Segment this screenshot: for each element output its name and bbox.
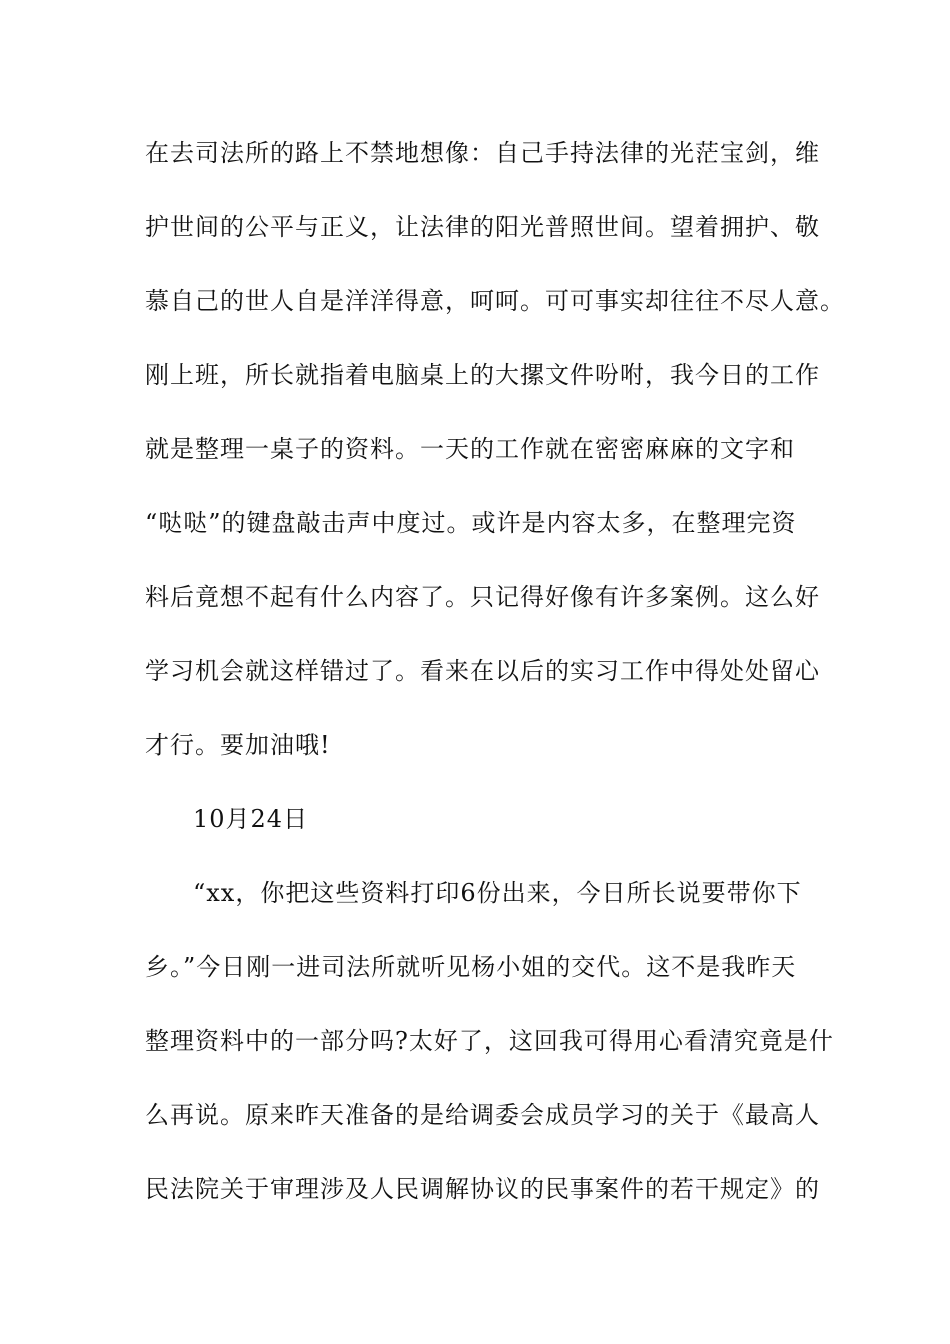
text-line: 民法院关于审理涉及人民调解协议的民事案件的若干规定》的 (145, 1175, 820, 1203)
text-line: “xx，你把这些资料打印6份出来，今日所长说要带你下 (193, 879, 802, 907)
text-line: 整理资料中的一部分吗?太好了，这回我可得用心看清究竟是什 (145, 1027, 834, 1055)
text-line: 慕自己的世人自是洋洋得意，呵呵。可可事实却往往不尽人意。 (145, 287, 845, 315)
document-body (145, 128, 845, 1238)
text-line: 料后竟想不起有什么内容了。只记得好像有许多案例。这么好 (145, 583, 820, 611)
text-line: 学习机会就这样错过了。看来在以后的实习工作中得处处留心 (145, 657, 820, 685)
text-line: 就是整理一桌子的资料。一天的工作就在密密麻麻的文字和 (145, 435, 795, 463)
text-line: 才行。要加油哦! (145, 731, 331, 759)
text-line: 么再说。原来昨天准备的是给调委会成员学习的关于《最高人 (145, 1101, 820, 1129)
text-line: 刚上班，所长就指着电脑桌上的大摞文件吩咐，我今日的工作 (145, 361, 820, 389)
date-heading: 10月24日 (193, 805, 309, 833)
text-line: 在去司法所的路上不禁地想像：自己手持法律的光茫宝剑，维 (145, 139, 820, 167)
text-line: 乡。”今日刚一进司法所就听见杨小姐的交代。这不是我昨天 (145, 953, 797, 981)
text-line: “哒哒”的键盘敲击声中度过。或许是内容太多，在整理完资 (145, 509, 797, 537)
text-line: 护世间的公平与正义，让法律的阳光普照世间。望着拥护、敬 (145, 213, 820, 241)
